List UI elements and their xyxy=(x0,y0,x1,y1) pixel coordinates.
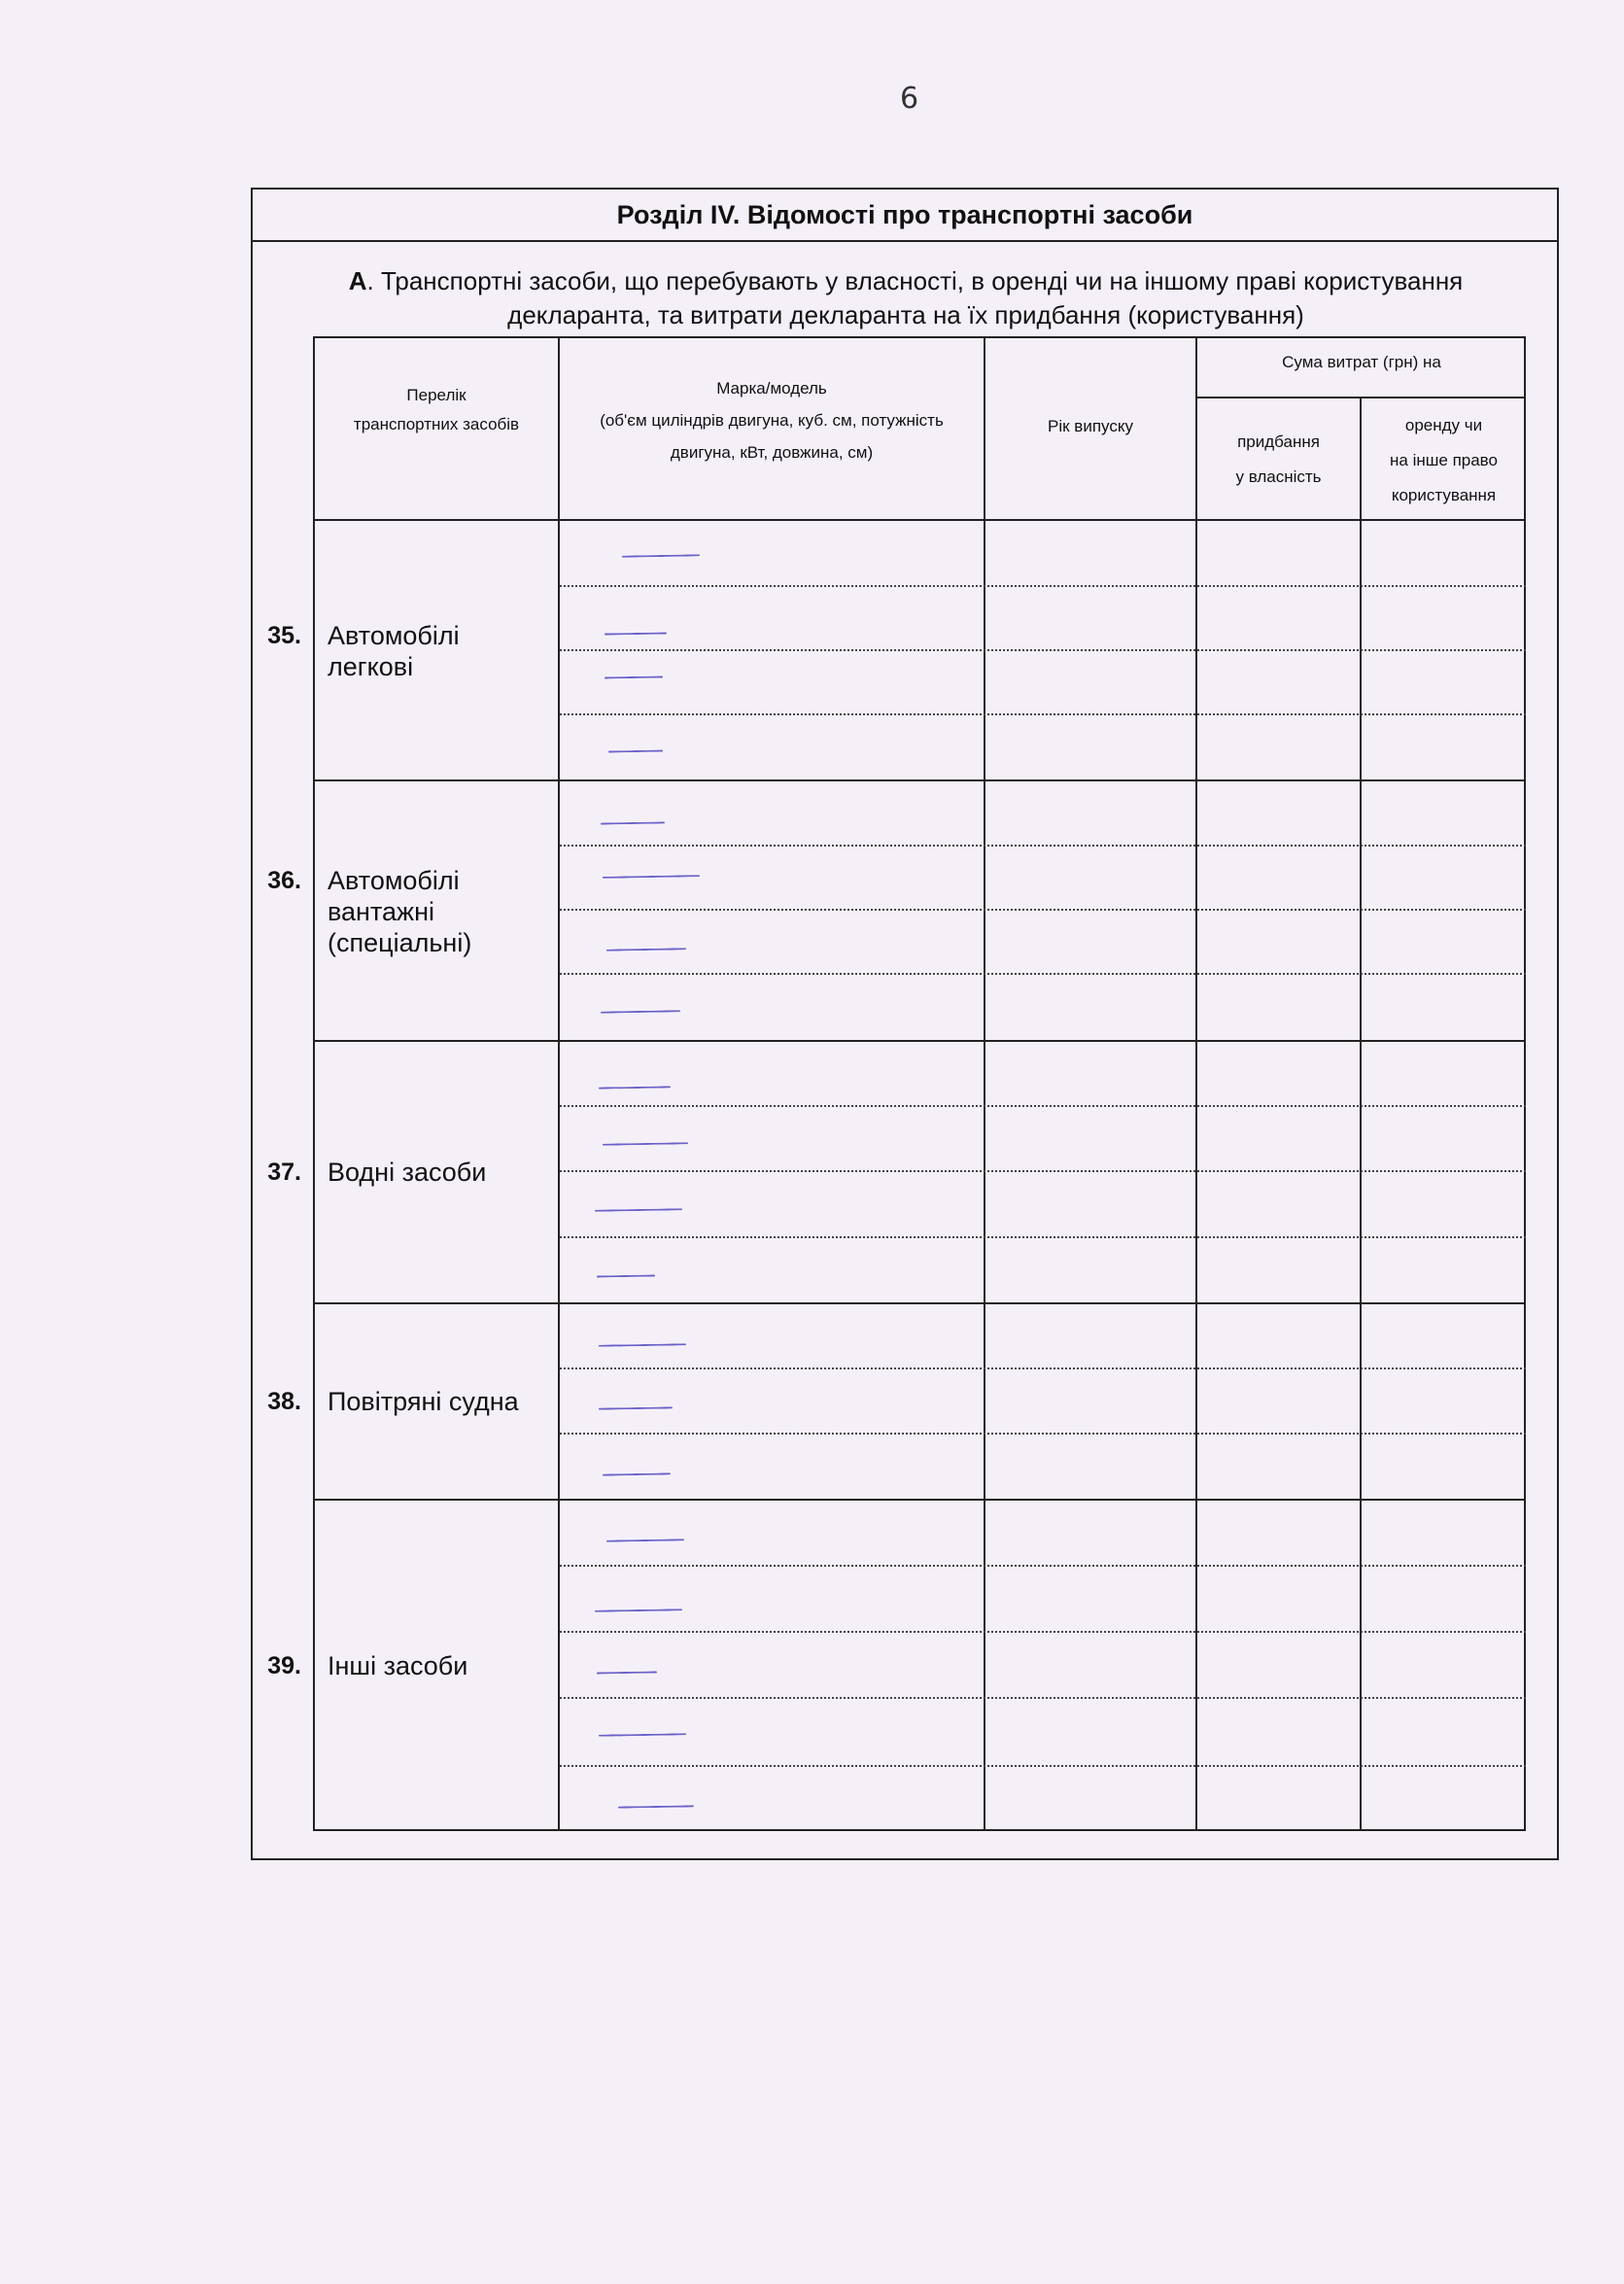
subsection-text-line1: . Транспортні засоби, що перебувають у власності, в оренді чи на іншому праві користування xyxy=(366,266,1464,295)
subrow-line xyxy=(560,1367,1526,1369)
subsection-heading-line1 xyxy=(292,264,1520,298)
section-title: Розділ IV. Відомості про транспортні засоби xyxy=(251,188,1559,242)
row-number: 35. xyxy=(267,622,301,649)
group-divider xyxy=(313,779,1526,781)
header-rent-line3: користування xyxy=(1391,486,1497,504)
row-label xyxy=(328,1157,551,1188)
header-list-line2: транспортних засобів xyxy=(353,415,520,433)
group-divider xyxy=(313,1499,1526,1501)
vehicles-table xyxy=(313,336,1526,1831)
header-purchase xyxy=(1197,425,1360,495)
column-divider xyxy=(1195,336,1197,1831)
row-label-line2: вантажні xyxy=(328,897,435,926)
header-list-line1: Перелік xyxy=(406,386,466,404)
header-rent-line1: оренду чи xyxy=(1404,416,1483,434)
subrow-line xyxy=(560,585,1526,587)
subrow-line xyxy=(560,973,1526,975)
page-number: 6 xyxy=(900,82,919,116)
header-brand-line3: двигуна, кВт, довжина, см) xyxy=(670,443,874,462)
row-label-line1: Автомобілі xyxy=(328,621,460,650)
header-purchase-line1: придбання xyxy=(1237,433,1320,451)
row-number: 37. xyxy=(267,1159,301,1186)
subrow-line xyxy=(560,1565,1526,1567)
row-label xyxy=(328,1650,551,1681)
subrow-line xyxy=(560,1105,1526,1107)
row-label-line1: Повітряні судна xyxy=(328,1387,519,1416)
subrow-line xyxy=(560,1170,1526,1172)
header-brand-line2: (об'єм циліндрів двигуна, куб. см, потужність xyxy=(600,411,944,430)
subrow-line xyxy=(560,1236,1526,1238)
header-purchase-line2: у власність xyxy=(1235,467,1322,486)
header-expenses: Сума витрат (грн) на xyxy=(1282,353,1441,371)
subrow-line xyxy=(560,845,1526,847)
row-number: 38. xyxy=(267,1388,301,1415)
subsection-heading xyxy=(292,264,1520,332)
row-label-line1: Водні засоби xyxy=(328,1158,487,1187)
header-year: Рік випуску xyxy=(1048,417,1133,435)
subrow-line xyxy=(560,909,1526,911)
row-label-line1: Автомобілі xyxy=(328,866,460,895)
group-divider xyxy=(313,1040,1526,1042)
column-divider xyxy=(558,336,560,1831)
column-divider xyxy=(984,336,985,1831)
row-label xyxy=(328,620,551,682)
row-label xyxy=(328,865,551,958)
header-divider xyxy=(1195,397,1526,398)
row-number: 36. xyxy=(267,867,301,894)
group-divider xyxy=(313,1302,1526,1304)
header-brand-line1: Марка/модель xyxy=(716,379,827,398)
row-label-line1: Інші засоби xyxy=(328,1651,468,1680)
row-label-line3: (спеціальні) xyxy=(328,928,472,957)
row-number: 39. xyxy=(267,1652,301,1679)
subrow-line xyxy=(560,1631,1526,1633)
subrow-line xyxy=(560,713,1526,715)
header-list xyxy=(315,381,558,439)
header-bottom xyxy=(313,519,1526,521)
subrow-line xyxy=(560,1765,1526,1767)
column-divider xyxy=(1360,398,1362,1831)
subrow-line xyxy=(560,1697,1526,1699)
header-brand xyxy=(560,372,984,468)
row-label xyxy=(328,1386,551,1417)
header-rent-line2: на інше право xyxy=(1390,451,1498,469)
subsection-letter: А xyxy=(348,266,367,295)
subrow-line xyxy=(560,649,1526,651)
header-rent xyxy=(1362,408,1526,513)
subsection-text-line2: декларанта, та витрати декларанта на їх придбання (користування) xyxy=(507,300,1304,329)
row-label-line2: легкові xyxy=(328,652,414,681)
subrow-line xyxy=(560,1433,1526,1435)
